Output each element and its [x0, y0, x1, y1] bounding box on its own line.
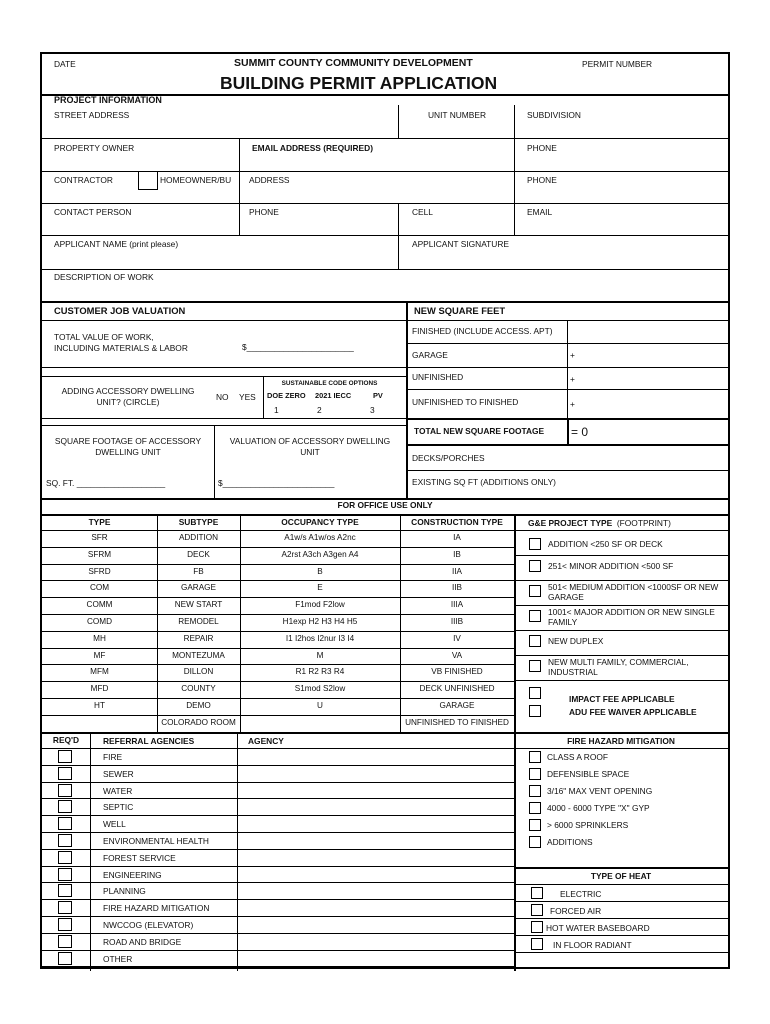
- square-feet-title: NEW SQUARE FEET: [414, 305, 506, 316]
- reqd-checkbox[interactable]: [58, 935, 72, 948]
- homeowner-checkbox[interactable]: [138, 171, 158, 190]
- reqd-checkbox[interactable]: [58, 767, 72, 780]
- ge-item-label: NEW DUPLEX: [548, 636, 604, 646]
- ge-checkbox[interactable]: [529, 560, 541, 572]
- ge-item-label: 251< MINOR ADDITION <500 SF: [548, 561, 674, 571]
- office-use-title: FOR OFFICE USE ONLY: [337, 500, 433, 510]
- referral-agency-label: WATER: [103, 785, 133, 796]
- occupancy-cell: S1mod S2low: [294, 684, 346, 694]
- fire-hazard-checkbox[interactable]: [529, 768, 541, 780]
- adu-no[interactable]: NO: [216, 392, 229, 402]
- referral-agency-label: FOREST SERVICE: [103, 852, 176, 863]
- finished-label: FINISHED (INCLUDE ACCESS. APT): [412, 326, 553, 336]
- subtype-cell: DILLON: [183, 667, 214, 677]
- subdivision-label: SUBDIVISION: [527, 110, 581, 120]
- subtype-cell: NEW START: [174, 600, 223, 610]
- existing-sqft-label: EXISTING SQ FT (ADDITIONS ONLY): [412, 477, 556, 487]
- construction-cell: IB: [453, 549, 461, 559]
- construction-cell: UNFINISHED TO FINISHED: [405, 717, 509, 727]
- referral-agency-label: NWCCOG (ELEVATOR): [103, 920, 194, 930]
- total-value-line2: INCLUDING MATERIALS & LABOR: [54, 343, 188, 353]
- heat-label: IN FLOOR RADIANT: [553, 940, 632, 950]
- fire-hazard-label: DEFENSIBLE SPACE: [547, 769, 630, 779]
- val-adu-line1: VALUATION OF ACCESSORY DWELLING: [229, 436, 391, 446]
- occupancy-cell: A2rst A3ch A3gen A4: [281, 549, 359, 559]
- fire-hazard-label: CLASS A ROOF: [547, 752, 608, 762]
- garage-plus: +: [570, 350, 575, 360]
- referral-agency-label: SEPTIC: [103, 802, 134, 813]
- unfinished-plus: +: [570, 374, 575, 384]
- reqd-checkbox[interactable]: [58, 800, 72, 813]
- adu-yes[interactable]: YES: [239, 392, 256, 402]
- street-address-label: STREET ADDRESS: [54, 110, 130, 120]
- referral-agency-label: WELL: [103, 819, 126, 830]
- reqd-checkbox[interactable]: [58, 834, 72, 847]
- reqd-checkbox[interactable]: [58, 868, 72, 881]
- referral-agency-label: ENGINEERING: [103, 869, 162, 880]
- sqft-adu-blank[interactable]: SQ. FT. ___________________: [46, 478, 166, 488]
- occupancy-header: OCCUPANCY TYPE: [281, 517, 359, 527]
- org-name: SUMMIT COUNTY COMMUNITY DEVELOPMENT: [234, 57, 473, 69]
- fire-hazard-checkbox[interactable]: [529, 836, 541, 848]
- contact-person-label: CONTACT PERSON: [54, 207, 132, 217]
- referral-agency-label: OTHER: [103, 953, 133, 964]
- doe-zero-label: DOE ZERO: [267, 391, 306, 400]
- heat-title: TYPE OF HEAT: [590, 871, 652, 881]
- sqft-adu-line1: SQUARE FOOTAGE OF ACCESSORY: [54, 436, 202, 446]
- garage-sqft-label: GARAGE: [412, 350, 448, 360]
- owner-phone-label: PHONE: [527, 143, 557, 153]
- ge-checkbox[interactable]: [529, 660, 541, 672]
- adu-question-line2: UNIT? (CIRCLE): [96, 397, 160, 407]
- subtype-cell: COLORADO ROOM: [161, 717, 236, 727]
- referral-agency-label: ROAD AND BRIDGE: [103, 936, 182, 947]
- referral-agency-label: ENVIRONMENTAL HEALTH: [103, 836, 209, 846]
- construction-cell: VB FINISHED: [431, 667, 483, 677]
- heat-checkbox[interactable]: [531, 887, 543, 899]
- total-value-line1: TOTAL VALUE OF WORK,: [54, 332, 154, 342]
- applicant-name-label: APPLICANT NAME (print please): [54, 239, 179, 249]
- type-cell: MF: [93, 650, 106, 660]
- val-adu-line2: UNIT: [300, 447, 320, 457]
- option-2[interactable]: 2: [317, 405, 322, 415]
- type-cell: MFM: [90, 667, 109, 677]
- type-cell: MH: [93, 633, 106, 643]
- construction-cell: IA: [453, 533, 461, 542]
- fire-hazard-label: 4000 - 6000 TYPE "X" GYP: [547, 803, 650, 813]
- type-header: TYPE: [88, 517, 111, 527]
- iecc-label: 2021 IECC: [315, 391, 352, 400]
- construction-cell: IIA: [451, 566, 462, 576]
- email-required-label: EMAIL ADDRESS (REQUIRED): [252, 143, 373, 153]
- construction-cell: DECK UNFINISHED: [419, 684, 495, 694]
- construction-cell: IIIB: [450, 617, 464, 626]
- type-cell: SFRM: [87, 549, 112, 559]
- subtype-cell: ADDITION: [178, 533, 219, 542]
- contact-email-label: EMAIL: [527, 207, 553, 217]
- fire-hazard-checkbox[interactable]: [529, 785, 541, 797]
- reqd-checkbox[interactable]: [58, 884, 72, 897]
- total-sqft-value: = 0: [571, 425, 589, 439]
- project-info-title: PROJECT INFORMATION: [54, 95, 162, 105]
- date-label: DATE: [54, 59, 76, 69]
- ge-item-label: ADDITION <250 SF OR DECK: [548, 539, 663, 549]
- reqd-checkbox[interactable]: [58, 817, 72, 830]
- unfinished-to-finished-label: UNFINISHED TO FINISHED: [412, 397, 519, 407]
- ge-checkbox[interactable]: [529, 635, 541, 647]
- reqd-header: REQ'D: [52, 735, 80, 745]
- construction-cell: GARAGE: [439, 701, 475, 710]
- referral-agency-label: FIRE HAZARD MITIGATION: [103, 903, 210, 914]
- fire-hazard-checkbox[interactable]: [529, 751, 541, 763]
- ge-checkbox[interactable]: [529, 610, 541, 622]
- referral-agency-label: SEWER: [103, 768, 134, 779]
- ge-title: G&E PROJECT TYPE (FOOTPRINT): [528, 518, 671, 528]
- permit-number-label: PERMIT NUMBER: [582, 59, 653, 69]
- occupancy-cell: M: [316, 650, 324, 660]
- fire-hazard-label: 3/16" MAX VENT OPENING: [547, 786, 653, 796]
- adu-fee-checkbox[interactable]: [529, 705, 541, 717]
- occupancy-cell: I1 I2hos I2nur I3 I4: [285, 633, 355, 643]
- fire-hazard-label: ADDITIONS: [547, 837, 593, 847]
- construction-cell: IV: [453, 633, 461, 643]
- contractor-label: CONTRACTOR: [54, 175, 113, 185]
- valuation-title: CUSTOMER JOB VALUATION: [54, 305, 186, 316]
- fire-hazard-title: FIRE HAZARD MITIGATION: [567, 736, 675, 746]
- contractor-phone-label: PHONE: [527, 175, 557, 185]
- page-title: BUILDING PERMIT APPLICATION: [220, 73, 498, 93]
- applicant-signature-label: APPLICANT SIGNATURE: [412, 239, 509, 249]
- homeowner-label: HOMEOWNER/BU: [160, 175, 232, 185]
- reqd-checkbox[interactable]: [58, 750, 72, 763]
- impact-fee-label: IMPACT FEE APPLICABLE: [569, 694, 675, 704]
- heat-checkbox[interactable]: [531, 921, 543, 933]
- subtype-cell: MONTEZUMA: [172, 650, 225, 660]
- heat-label: FORCED AIR: [550, 906, 602, 916]
- fire-hazard-checkbox[interactable]: [529, 802, 541, 814]
- construction-cell: VA: [451, 650, 463, 660]
- ge-checkbox[interactable]: [529, 538, 541, 550]
- permit-form: [40, 52, 730, 969]
- agency-header: AGENCY: [248, 736, 284, 746]
- occupancy-cell: U: [317, 701, 323, 710]
- fire-hazard-label: > 6000 SPRINKLERS: [547, 820, 629, 830]
- option-1[interactable]: 1: [274, 405, 279, 415]
- subtype-cell: REPAIR: [183, 633, 214, 643]
- reqd-checkbox[interactable]: [58, 952, 72, 965]
- ge-item-label: NEW MULTI FAMILY, COMMERCIAL, INDUSTRIAL: [548, 657, 689, 677]
- heat-checkbox[interactable]: [531, 938, 543, 950]
- adu-fee-label: ADU FEE WAIVER APPLICABLE: [569, 707, 697, 717]
- occupancy-cell: R1 R2 R3 R4: [295, 667, 345, 677]
- type-cell: COMM: [86, 600, 113, 610]
- occupancy-cell: B: [317, 566, 323, 576]
- reqd-checkbox[interactable]: [58, 918, 72, 931]
- type-cell: HT: [94, 701, 105, 710]
- decks-label: DECKS/PORCHES: [412, 453, 485, 463]
- type-cell: COMD: [86, 617, 112, 626]
- heat-label: ELECTRIC: [560, 889, 602, 899]
- ge-checkbox[interactable]: [529, 585, 541, 597]
- adu-question-line1: ADDING ACCESSORY DWELLING: [61, 386, 195, 396]
- ge-item-label: 501< MEDIUM ADDITION <1000SF OR NEW GARAGE: [548, 582, 719, 602]
- fire-hazard-checkbox[interactable]: [529, 819, 541, 831]
- reqd-checkbox[interactable]: [58, 901, 72, 914]
- contractor-address-label: ADDRESS: [249, 175, 290, 185]
- construction-header: CONSTRUCTION TYPE: [411, 517, 503, 527]
- referral-header: REFERRAL AGENCIES: [103, 736, 195, 746]
- construction-cell: IIB: [451, 583, 462, 593]
- total-sqft-label: TOTAL NEW SQUARE FOOTAGE: [414, 426, 545, 436]
- impact-fee-checkbox[interactable]: [529, 687, 541, 699]
- type-cell: SFRD: [88, 566, 111, 576]
- val-adu-blank[interactable]: $________________________: [218, 478, 335, 488]
- subtype-cell: GARAGE: [180, 583, 217, 593]
- subtype-cell: COUNTY: [181, 684, 216, 694]
- subtype-cell: DEMO: [186, 701, 211, 710]
- description-label: DESCRIPTION OF WORK: [54, 272, 154, 282]
- unit-number-label: UNIT NUMBER: [428, 110, 487, 120]
- unfinished-label: UNFINISHED: [412, 372, 464, 382]
- type-cell: MFD: [90, 684, 109, 694]
- contact-phone-label: PHONE: [249, 207, 279, 217]
- type-cell: COM: [89, 583, 110, 593]
- subtype-cell: REMODEL: [178, 617, 219, 626]
- reqd-checkbox[interactable]: [58, 784, 72, 797]
- reqd-checkbox[interactable]: [58, 851, 72, 864]
- total-value-blank[interactable]: $_______________________: [242, 342, 354, 352]
- occupancy-cell: F1mod F2low: [295, 600, 345, 610]
- cell-label: CELL: [412, 207, 433, 217]
- occupancy-cell: H1exp H2 H3 H4 H5: [282, 617, 358, 626]
- heat-label: HOT WATER BASEBOARD: [546, 923, 650, 933]
- referral-agency-label: FIRE: [103, 752, 123, 762]
- occupancy-cell: E: [317, 583, 323, 593]
- subtype-header: SUBTYPE: [178, 517, 219, 527]
- subtype-cell: FB: [193, 566, 204, 576]
- construction-cell: IIIA: [450, 600, 464, 610]
- sustainable-title: SUSTAINABLE CODE OPTIONS: [281, 380, 378, 387]
- type-cell: SFR: [91, 533, 108, 542]
- property-owner-label: PROPERTY OWNER: [54, 143, 135, 153]
- option-3[interactable]: 3: [370, 405, 375, 415]
- pv-label: PV: [373, 391, 383, 400]
- sqft-adu-line2: DWELLING UNIT: [95, 447, 161, 457]
- subtype-cell: DECK: [187, 549, 210, 559]
- heat-checkbox[interactable]: [531, 904, 543, 916]
- ge-item-label: 1001< MAJOR ADDITION OR NEW SINGLE FAMILY: [548, 607, 715, 627]
- utf-plus: +: [570, 399, 575, 409]
- occupancy-cell: A1w/s A1w/os A2nc: [284, 533, 356, 542]
- referral-agency-label: PLANNING: [103, 886, 146, 897]
